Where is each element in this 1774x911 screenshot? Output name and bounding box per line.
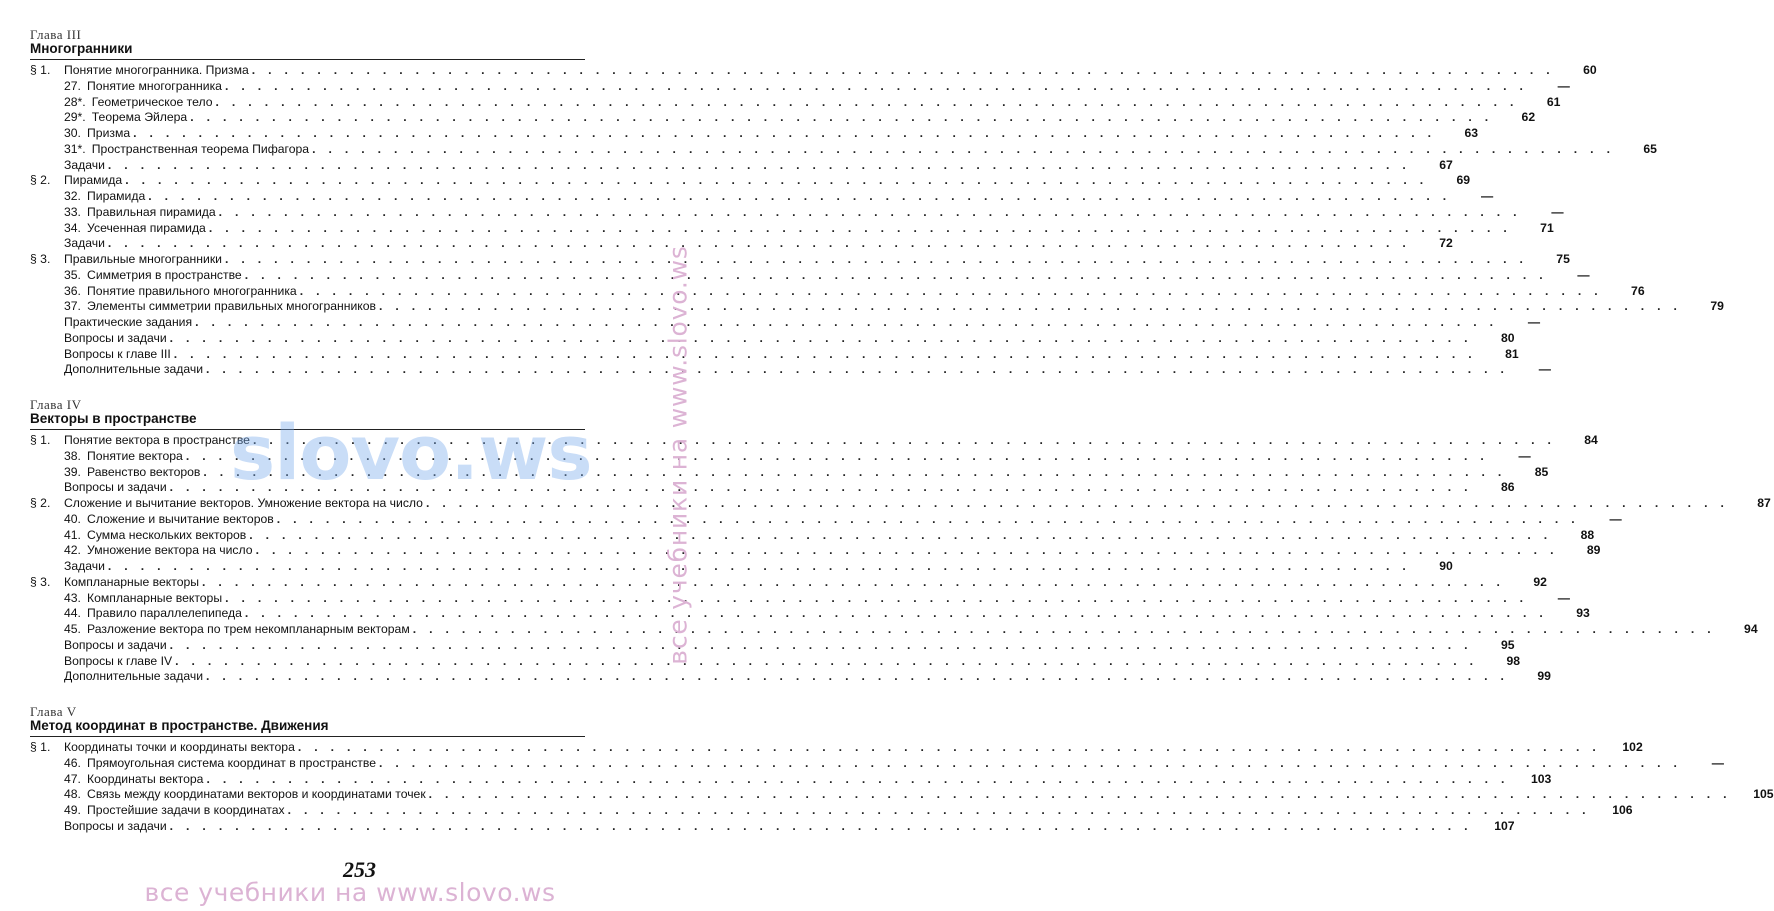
toc-entry[interactable] [30, 606, 1590, 622]
dot-leader: ................................................................................ [169, 330, 1481, 345]
entry-number-and-title [64, 110, 190, 126]
dot-leader: ................................................................................ [169, 818, 1481, 833]
dot-leader: ................................................................................ [244, 606, 1556, 621]
entry-page-number: 84 [1584, 433, 1598, 447]
dot-leader: ................................................................................ [224, 78, 1536, 93]
toc-entry[interactable] [30, 511, 1622, 528]
toc-entry[interactable] [30, 669, 1551, 685]
entry-page-number: 69 [1456, 173, 1471, 188]
entry-number-and-title [64, 449, 186, 465]
entry-page-number: — [1480, 189, 1494, 203]
dot-leader: ................................................................................ [190, 110, 1502, 125]
entry-page-number: 102 [1622, 740, 1643, 754]
entry-number-and-title [64, 284, 300, 300]
entry-number-and-title [64, 803, 288, 819]
dot-leader: ................................................................................ [195, 315, 1506, 329]
entry-page-number: 90 [1439, 559, 1453, 573]
dot-leader: ................................................................................ [175, 653, 1486, 668]
entry-page-number: 81 [1505, 346, 1519, 361]
entry-number-and-title [64, 606, 245, 622]
entry-number: 46. [64, 755, 81, 770]
entry-number: 38. [64, 448, 81, 463]
dot-leader: ................................................................................ [428, 787, 1740, 802]
section-number: § 2. [30, 173, 51, 188]
entry-title: Связь между координатами векторов и координатами точек [87, 787, 426, 802]
entry-page-number: 80 [1500, 330, 1515, 345]
toc-entry[interactable] [30, 173, 1471, 189]
entry-title: Компланарные векторы [87, 590, 223, 605]
entry-number: 48. [64, 787, 81, 802]
dot-leader: ................................................................................ [169, 480, 1481, 495]
dot-leader: ................................................................................ [412, 622, 1724, 636]
entry-page-number: 89 [1586, 543, 1601, 558]
entry-title: Понятие многогранника. Призма [64, 63, 249, 77]
dot-leader: ................................................................................ [206, 771, 1518, 786]
dot-leader: ................................................................................ [276, 511, 1588, 526]
entry-title: Пирамида [64, 173, 123, 188]
entry-page-number: 105 [1753, 787, 1774, 802]
toc-entry[interactable] [30, 315, 1540, 331]
dot-leader: ................................................................................ [148, 189, 1460, 203]
dot-leader: ................................................................................ [425, 496, 1737, 510]
entry-number-and-title [64, 756, 379, 772]
entry-number-and-title [64, 772, 206, 788]
entry-number-and-title [64, 126, 133, 142]
entry-number: 36. [64, 283, 81, 298]
chapter-rule [30, 59, 585, 60]
entry-number-and-title [64, 189, 148, 205]
entry-page-number: 107 [1494, 818, 1515, 833]
chapter-rule [30, 736, 585, 737]
entry-title: Вопросы и задачи [64, 330, 167, 345]
toc-entry[interactable] [30, 362, 1551, 378]
entry-number-and-title [64, 528, 249, 544]
toc-entry[interactable] [30, 236, 1453, 252]
entry-page-number: 79 [1710, 299, 1724, 314]
entry-number-and-title [64, 142, 312, 158]
dot-leader: ................................................................................ [203, 464, 1515, 479]
entry-title: Задачи [64, 559, 105, 573]
chapter-title: Метод координат в пространстве. Движения [30, 718, 329, 733]
entry-page-number: 71 [1540, 220, 1554, 235]
entry-number: 34. [64, 220, 81, 235]
entry-page-number: 67 [1439, 157, 1453, 172]
entry-title: Умножение вектора на число [87, 543, 253, 558]
dot-leader: ................................................................................ [255, 543, 1567, 558]
toc-entry[interactable] [30, 787, 1774, 803]
entry-title: Симметрия в пространстве [87, 267, 242, 282]
toc-entry[interactable] [30, 252, 1570, 268]
page-number: 253 [343, 857, 376, 882]
dot-leader: ................................................................................ [225, 590, 1536, 605]
entry-title: Теорема Эйлера [91, 110, 188, 125]
entry-title: Пространственная теорема Пифагора [91, 141, 310, 156]
section-number: § 3. [30, 574, 51, 589]
entry-page-number: 94 [1744, 622, 1758, 636]
entry-page-number: — [1557, 78, 1570, 93]
entry-number: 35. [64, 267, 81, 282]
entry-title: Правильные многогранники [64, 252, 222, 266]
entry-number: 33. [64, 204, 81, 219]
entry-number: 49. [64, 803, 81, 817]
entry-title: Компланарные векторы [64, 574, 200, 589]
entry-title: Вопросы к главе III [64, 346, 171, 361]
entry-number-and-title [64, 512, 277, 528]
dot-leader: ................................................................................ [379, 755, 1690, 770]
entry-page-number: — [1577, 267, 1590, 282]
entry-number-and-title [64, 205, 219, 221]
entry-page-number: 62 [1521, 110, 1536, 125]
dot-leader: ................................................................................ [215, 94, 1527, 109]
toc-entry[interactable] [30, 622, 1758, 638]
entry-title: Вопросы и задачи [64, 480, 167, 495]
section-number: § 2. [30, 496, 51, 510]
entry-number-and-title [64, 221, 209, 237]
entry-title: Пирамида [87, 189, 146, 203]
toc-entry[interactable] [30, 653, 1520, 670]
chapter-title: Многогранники [30, 41, 133, 56]
entry-title: Простейшие задачи в координатах [87, 803, 285, 817]
entry-title: Прямоугольная система координат в пространстве [87, 755, 376, 770]
entry-page-number: — [1551, 204, 1564, 219]
dot-leader: ................................................................................ [287, 803, 1599, 817]
dot-leader: ................................................................................ [208, 220, 1520, 235]
dot-leader: ................................................................................ [251, 63, 1563, 77]
entry-page-number: — [1538, 362, 1551, 377]
chapter-label: Глава IV [30, 397, 82, 412]
entry-number: 30. [64, 126, 81, 140]
entry-number-and-title [64, 591, 225, 607]
section-number: § 1. [30, 740, 51, 754]
entry-title: Сложение и вычитание векторов [87, 511, 274, 526]
dot-leader: ................................................................................ [169, 637, 1481, 652]
chapter-label: Глава V [30, 704, 77, 719]
entry-title: Призма [87, 126, 131, 140]
entry-title: Геометрическое тело [91, 94, 213, 109]
toc-entry[interactable] [30, 63, 1597, 79]
entry-number: 47. [64, 771, 81, 786]
entry-page-number: 103 [1531, 771, 1552, 786]
toc-entry[interactable] [30, 78, 1570, 95]
dot-leader: ................................................................................ [133, 126, 1445, 140]
toc-entry[interactable] [30, 283, 1645, 300]
dot-leader: ................................................................................ [224, 252, 1536, 266]
entry-number: 42. [64, 543, 81, 558]
entry-title: Координаты вектора [87, 771, 204, 786]
entry-title: Вопросы к главе IV [64, 653, 173, 668]
entry-page-number: — [1609, 511, 1622, 526]
entry-title: Разложение вектора по трем некомпланарным векторам [87, 622, 410, 636]
entry-page-number: — [1557, 590, 1570, 605]
entry-page-number: 75 [1556, 252, 1570, 266]
entry-number-and-title [64, 79, 225, 95]
toc-entry[interactable] [30, 220, 1554, 237]
footer-watermark: все учебники на www.slovo.ws [144, 878, 556, 907]
chapter-gap [30, 685, 585, 705]
entry-number-and-title [64, 268, 245, 284]
toc-entry[interactable] [30, 141, 1657, 158]
dot-leader: ................................................................................ [312, 141, 1623, 156]
entry-number-and-title [64, 543, 256, 559]
toc-entry[interactable] [30, 637, 1515, 654]
entry-page-number: 76 [1631, 283, 1645, 298]
entry-number-and-title [64, 95, 216, 111]
entry-page-number: 72 [1439, 236, 1453, 251]
section-number: § 1. [30, 433, 51, 447]
entry-title: Понятие вектора [87, 448, 183, 463]
entry-title: Элементы симметрии правильных многогранников [87, 299, 377, 314]
entry-page-number: 106 [1612, 803, 1633, 817]
dot-leader: ................................................................................ [107, 559, 1419, 573]
entry-title: Понятие вектора в пространстве [64, 433, 250, 447]
entry-title: Понятие правильного многогранника [87, 283, 297, 298]
entry-title: Правильная пирамида [87, 204, 216, 219]
toc-entry[interactable] [30, 157, 1453, 174]
toc-entry[interactable] [30, 803, 1633, 819]
entry-title: Координаты точки и координаты вектора [64, 740, 295, 754]
entry-page-number: 63 [1464, 126, 1479, 140]
entry-title: Понятие многогранника [87, 78, 222, 93]
entry-page-number: — [1518, 448, 1531, 463]
entry-page-number: 86 [1500, 480, 1515, 495]
entry-number: 41. [64, 527, 81, 542]
entry-number: 44. [64, 606, 81, 621]
entry-number: 40. [64, 511, 81, 526]
entry-number: 27. [64, 78, 81, 93]
entry-title: Задачи [64, 236, 105, 251]
entry-number-and-title [64, 787, 429, 803]
dot-leader: ................................................................................ [379, 299, 1690, 314]
toc-entry[interactable] [30, 330, 1515, 347]
entry-number: 45. [64, 622, 81, 636]
dot-leader: ................................................................................ [185, 448, 1497, 463]
dot-leader: ................................................................................ [206, 362, 1517, 377]
entry-number: 32. [64, 189, 81, 203]
entry-title: Дополнительные задачи [64, 362, 204, 377]
dot-leader: ................................................................................ [249, 527, 1561, 542]
entry-title: Вопросы и задачи [64, 818, 167, 833]
dot-leader: ................................................................................ [107, 236, 1419, 251]
entry-page-number: 98 [1506, 653, 1520, 668]
dot-leader: ................................................................................ [206, 669, 1517, 684]
entry-page-number: — [1527, 315, 1540, 329]
toc-entry[interactable] [30, 740, 1643, 756]
toc-entry[interactable] [30, 267, 1590, 284]
center-watermark: slovo.ws [230, 408, 592, 497]
dot-leader: ................................................................................ [252, 433, 1564, 447]
toc-entry[interactable] [30, 771, 1552, 788]
entry-number: 43. [64, 590, 81, 605]
toc-entry[interactable] [30, 94, 1561, 111]
dot-leader: ................................................................................ [218, 204, 1530, 219]
entry-page-number: 93 [1576, 606, 1590, 621]
entry-page-number: — [1711, 755, 1724, 770]
entry-page-number: 60 [1583, 63, 1597, 77]
dot-leader: ................................................................................ [202, 574, 1513, 589]
chapter-gap [30, 378, 585, 398]
entry-title: Практические задания [64, 315, 193, 329]
entry-number-and-title [64, 299, 379, 315]
dot-leader: ................................................................................ [244, 267, 1556, 282]
entry-page-number: 95 [1500, 637, 1515, 652]
entry-page-number: 61 [1546, 94, 1561, 109]
toc-entry[interactable] [30, 755, 1724, 772]
entry-number-and-title [64, 465, 203, 481]
entry-page-number: 87 [1757, 496, 1771, 510]
entry-page-number: 65 [1643, 141, 1657, 156]
chapter-label: Глава III [30, 27, 82, 42]
entry-number: 37. [64, 299, 81, 314]
entry-title: Правило параллелепипеда [87, 606, 242, 621]
side-watermark: все учебники на www.slovo.ws [663, 245, 693, 665]
entry-page-number: 99 [1537, 669, 1551, 684]
entry-page-number: 88 [1580, 527, 1595, 542]
entry-title: Задачи [64, 157, 105, 172]
toc-entry[interactable] [30, 818, 1515, 835]
toc-entry[interactable] [30, 110, 1536, 126]
entry-title: Равенство векторов [87, 464, 201, 479]
toc-entry[interactable] [30, 559, 1453, 575]
dot-leader: ................................................................................ [299, 283, 1611, 298]
toc-entry[interactable] [30, 496, 1771, 512]
entry-number: 29*. [64, 110, 86, 125]
entry-title: Дополнительные задачи [64, 669, 204, 684]
toc-entry[interactable] [30, 126, 1479, 142]
entry-page-number: 92 [1533, 574, 1547, 589]
entry-title: Усеченная пирамида [87, 220, 206, 235]
entry-number: 39. [64, 464, 81, 479]
chapter-title: Векторы в пространстве [30, 411, 197, 426]
entry-number-and-title [64, 622, 413, 638]
entry-title: Сложение и вычитание векторов. Умножение вектора на число [64, 496, 423, 510]
entry-number: 28*. [64, 94, 86, 109]
section-number: § 3. [30, 252, 51, 266]
entry-title: Вопросы и задачи [64, 637, 167, 652]
toc-entry[interactable] [30, 590, 1570, 607]
dot-leader: ................................................................................ [297, 740, 1609, 754]
entry-number: 31*. [64, 141, 86, 156]
dot-leader: ................................................................................ [107, 157, 1419, 172]
toc-entry[interactable] [30, 189, 1494, 205]
dot-leader: ................................................................................ [173, 346, 1485, 361]
dot-leader: ................................................................................ [125, 173, 1437, 188]
toc-entry[interactable] [30, 204, 1564, 221]
entry-page-number: 85 [1534, 464, 1549, 479]
toc-entry[interactable] [30, 346, 1519, 363]
toc-entry[interactable] [30, 527, 1595, 544]
toc-entry[interactable] [30, 543, 1601, 559]
entry-title: Сумма нескольких векторов [87, 527, 247, 542]
toc-entry[interactable] [30, 574, 1547, 591]
section-number: § 1. [30, 63, 51, 77]
toc-entry[interactable] [30, 299, 1724, 315]
